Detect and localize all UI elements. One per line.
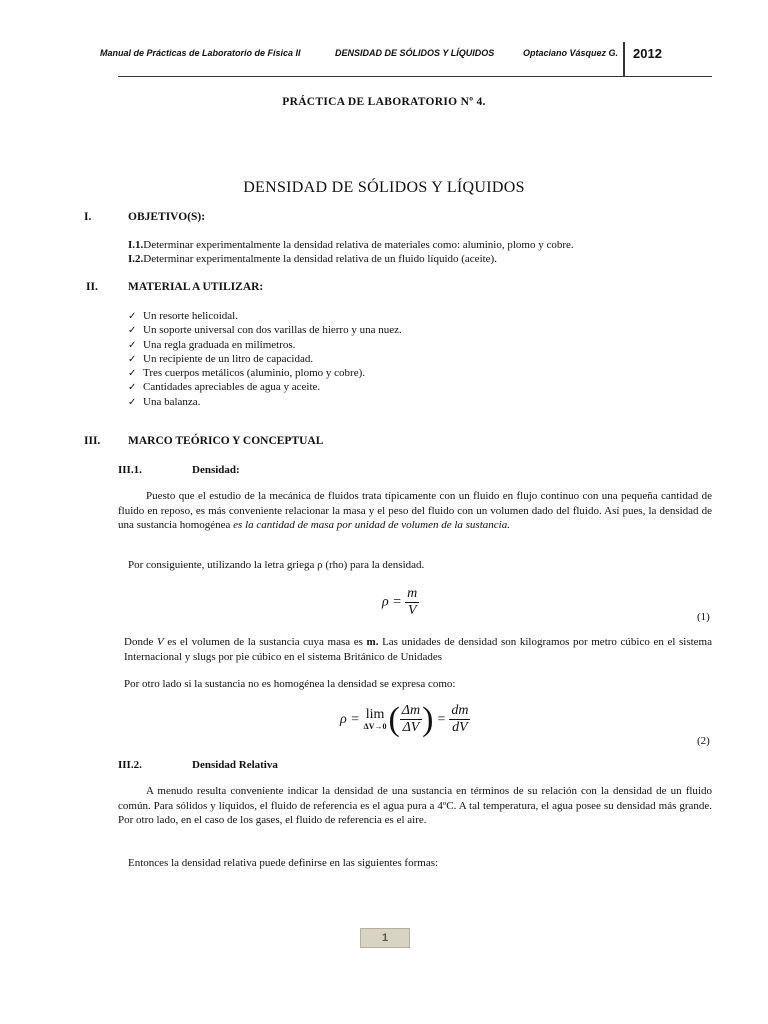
list-item (128, 380, 402, 394)
paragraph-units-volume: V (156, 636, 164, 648)
equation-2-numerator-1: Δm (401, 703, 421, 718)
objective-2 (128, 253, 497, 265)
paragraph-units-text-c: Las unidades de densidad son kilogramos por metro cúbico en el sistema Internacional y slugs por pie cúbico en el sistema Británico de Unidades (124, 636, 712, 663)
paragraph-units-mass: m. (366, 636, 379, 648)
paragraph-density-definition: es la cantidad de masa por unidad de volumen de la sustancia. (233, 519, 510, 531)
material-text: Un soporte universal con dos varillas de hierro y una nuez. (143, 324, 402, 337)
material-text: Cantidades apreciables de agua y aceite. (143, 381, 321, 394)
list-item (128, 352, 402, 366)
equation-2-lim: lim (365, 707, 385, 722)
objective-1-text: Determinar experimentalmente la densidad relativa de materiales como: aluminio, plomo y cobre. (143, 239, 574, 251)
header-author: Optaciano Vásquez G. (523, 48, 619, 58)
subsection-1-number: III.1. (118, 464, 142, 476)
checkmark-icon: ✓ (128, 339, 137, 351)
equation-2 (340, 700, 470, 738)
equation-1-fraction (405, 586, 419, 619)
header-divider (118, 76, 712, 77)
list-item (128, 366, 402, 380)
equation-2-numerator-2: dm (451, 703, 469, 718)
subsection-1-title: Densidad: (192, 464, 240, 476)
equation-2-limit (364, 708, 387, 731)
list-item (128, 395, 402, 409)
equation-2-fraction-2 (449, 703, 470, 736)
section-3-title: MARCO TEÓRICO Y CONCEPTUAL (128, 435, 324, 447)
equation-1-numerator: m (407, 586, 418, 601)
section-1-number: I. (84, 211, 92, 223)
material-text: Una balanza. (143, 395, 201, 408)
checkmark-icon: ✓ (128, 382, 137, 394)
header-topic: DENSIDAD DE SÓLIDOS Y LÍQUIDOS (335, 48, 495, 58)
header-manual-title: Manual de Prácticas de Laboratorio de Física II (100, 48, 301, 58)
equation-1-lhs: ρ = (382, 594, 402, 610)
checkmark-icon: ✓ (128, 311, 137, 322)
paragraph-relative-density: A menudo resulta conveniente indicar la densidad de una sustancia en términos de su relación con la densidad de un fluido común. Para sólidos y líquidos, el fluido de referencia es el agua pura a 4ºC. A tal temperatura, el agua posee su densidad más grande. Por otro lado, en el caso de los gases, el fluido de referencia es el aire. (118, 785, 712, 826)
checkmark-icon: ✓ (128, 325, 137, 337)
equation-1 (382, 586, 419, 619)
objective-2-text: Determinar experimentalmente la densidad relativa de un fluido líquido (aceite). (143, 253, 497, 265)
objective-1-number: I.1. (128, 239, 144, 251)
section-3-number: III. (84, 435, 101, 447)
paragraph-density (118, 489, 712, 533)
checkmark-icon: ✓ (128, 353, 137, 365)
equation-1-denominator: V (407, 603, 417, 618)
header-vertical-divider (623, 42, 625, 76)
materials-list (128, 309, 402, 409)
equation-2-denominator-1: ΔV (402, 720, 420, 735)
list-item (128, 338, 402, 352)
paragraph-density-text: Puesto que el estudio de la mecánica de fluidos trata típicamente con un fluido en flujo continuo con una pequeña cantidad de fluido en reposo, es más conveniente relacionar la masa y el peso del fluido con un volumen dado del fluido. Así pues, la densidad de una sustancia homogénea (118, 490, 712, 531)
objective-2-number: I.2. (128, 253, 144, 265)
list-item (128, 323, 402, 337)
section-2-number: II. (86, 281, 98, 293)
equation-2-denominator-2: dV (452, 720, 468, 735)
subsection-2-number: III.2. (118, 759, 142, 771)
equation-2-equals: = (437, 711, 446, 727)
material-text: Una regla graduada en milímetros. (143, 338, 296, 351)
checkmark-icon: ✓ (128, 396, 137, 408)
checkmark-icon: ✓ (128, 368, 137, 380)
section-2-title: MATERIAL A UTILIZAR: (128, 281, 264, 293)
equation-2-fraction-1 (400, 703, 422, 736)
equation-1-label: (1) (697, 611, 710, 623)
paragraph-nonhomogeneous: Por otro lado si la sustancia no es homogénea la densidad se expresa como: (124, 678, 456, 690)
practica-heading: PRÁCTICA DE LABORATORIO Nº 4. (282, 96, 486, 108)
equation-2-label: (2) (697, 735, 710, 747)
section-1-title: OBJETIVO(S): (128, 211, 206, 223)
page-title: DENSIDAD DE SÓLIDOS Y LÍQUIDOS (243, 179, 525, 196)
paragraph-rho: Por consiguiente, utilizando la letra griega ρ (rho) para la densidad. (128, 559, 425, 571)
material-text: Tres cuerpos metálicos (aluminio, plomo y cobre). (143, 367, 365, 380)
page-number: 1 (360, 928, 410, 948)
paragraph-units-text-a: Donde (124, 636, 157, 648)
equation-2-right-paren: ) (422, 700, 434, 738)
paragraph-definitions: Entonces la densidad relativa puede definirse en las siguientes formas: (128, 857, 439, 869)
material-text: Un recipiente de un litro de capacidad. (143, 352, 314, 365)
list-item (128, 309, 402, 323)
objective-1 (128, 239, 574, 251)
material-text: Un resorte helicoidal. (143, 310, 238, 322)
equation-2-left-paren: ( (388, 700, 400, 738)
paragraph-units-text-b: es el volumen de la sustancia cuya masa es (163, 636, 367, 648)
paragraph-units (124, 635, 712, 664)
equation-2-lim-subscript: ΔV→0 (363, 722, 387, 731)
equation-2-lhs: ρ = (340, 711, 360, 727)
header-year: 2012 (633, 46, 662, 61)
subsection-2-title: Densidad Relativa (192, 759, 278, 771)
